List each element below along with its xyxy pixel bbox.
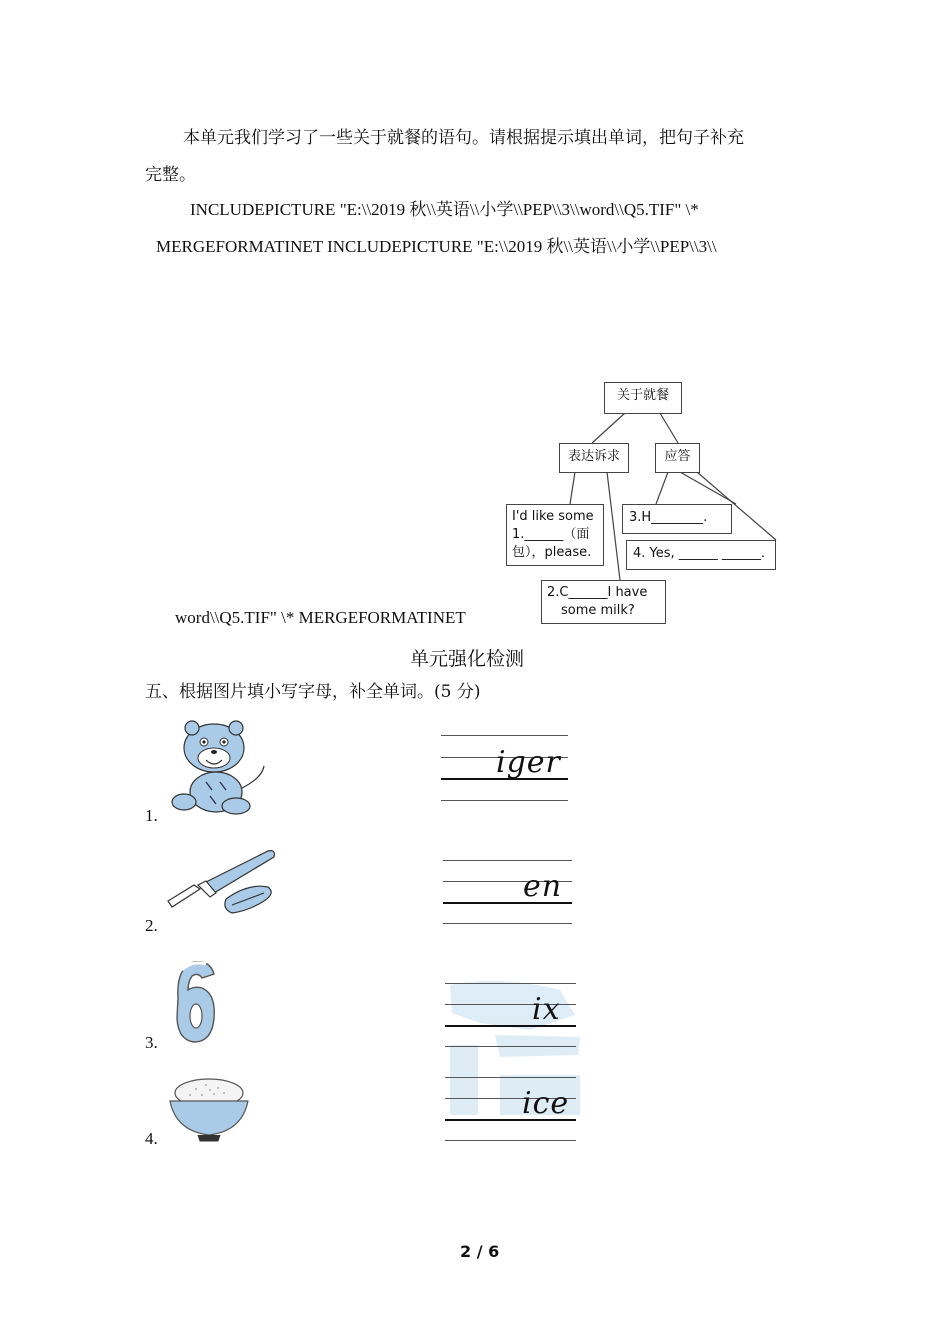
mindmap-connectors [0, 0, 950, 640]
field-code-line-2: MERGEFORMATINET INCLUDEPICTURE "E:\\2019 秋\\英语\\小学\\PEP\\3\\ [156, 237, 717, 256]
question-five: 五、根据图片填小写字母，补全单词。(5 分) [145, 682, 481, 702]
six-icon [172, 958, 222, 1046]
intro-line-1: 本单元我们学习了一些关于就餐的语句。请根据提示填出单词，把句子补充 [183, 128, 744, 148]
mindmap-branch-request: 表达诉求 [559, 443, 629, 473]
item-3-answer-blank[interactable] [445, 1005, 529, 1024]
item-4-line-bottom [445, 1140, 576, 1141]
rice-bowl-icon [166, 1073, 252, 1143]
tiger-icon [166, 718, 270, 818]
item-2-line-bottom [443, 923, 572, 924]
item-2-line-top [443, 860, 572, 861]
item-1-answer-blank[interactable] [441, 758, 493, 777]
item-3-word-part: ix [532, 992, 561, 1027]
item-1-word-part: iger [496, 745, 561, 780]
box1-line-2: 1.______（面 [512, 527, 590, 542]
mindmap-box-4: 4. Yes, ______ ______. [626, 540, 776, 570]
page-number: 2 / 6 [460, 1242, 500, 1261]
item-4-line-top [445, 1077, 576, 1078]
mindmap-box-3: 3.H________. [622, 504, 732, 534]
item-4-number: 4. [145, 1129, 158, 1148]
item-4-answer-blank[interactable] [445, 1099, 519, 1118]
item-2-answer-blank[interactable] [443, 882, 521, 901]
item-3-line-bottom [445, 1046, 576, 1047]
pen-icon [164, 845, 279, 920]
item-1-line-bottom [441, 800, 568, 801]
section-title: 单元强化检测 [410, 648, 525, 670]
mindmap-box-1 [506, 504, 604, 566]
intro-line-2: 完整。 [145, 165, 196, 185]
box1-line-3: 包），please. [512, 545, 592, 560]
box2-line-2: some milk? [561, 603, 635, 618]
item-3-number: 3. [145, 1033, 158, 1052]
item-4-word-part: ice [522, 1086, 570, 1121]
item-2-word-part: en [523, 869, 563, 904]
item-3-line-top [445, 983, 576, 984]
mindmap-branch-answer: 应答 [655, 443, 700, 473]
box1-line-1: I'd like some [512, 509, 594, 524]
item-1-number: 1. [145, 806, 158, 825]
box2-line-1: 2.C______I have [547, 585, 648, 600]
field-code-line-3: word\\Q5.TIF" \* MERGEFORMATINET [175, 608, 466, 627]
field-code-line-1: INCLUDEPICTURE "E:\\2019 秋\\英语\\小学\\PEP\\3\\word\\Q5.TIF" \* [190, 200, 699, 219]
mindmap-root: 关于就餐 [604, 382, 682, 414]
mindmap-box-2 [541, 580, 666, 624]
item-1-line-top [441, 735, 568, 736]
item-2-number: 2. [145, 916, 158, 935]
